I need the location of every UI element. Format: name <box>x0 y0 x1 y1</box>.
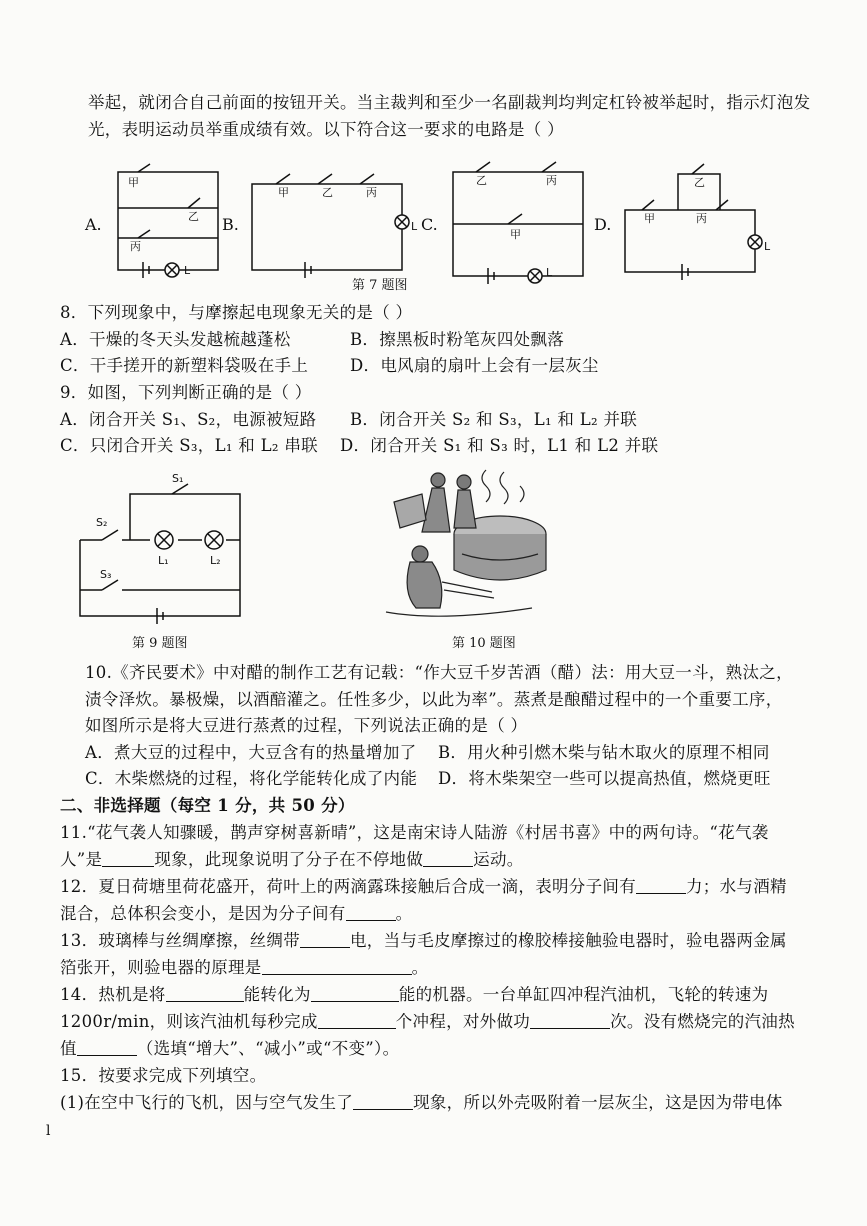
q12-line2 <box>60 903 412 925</box>
q9-option-d: D．闭合开关 S₁ 和 S₃ 时，L1 和 L2 并联 <box>340 436 659 455</box>
q9-option-b: B．闭合开关 S₂ 和 S₃，L₁ 和 L₂ 并联 <box>350 410 638 429</box>
a-label-bing: 丙 <box>130 240 141 253</box>
q9-option-c: C．只闭合开关 S₃，L₁ 和 L₂ 串联 <box>60 436 318 455</box>
q9-label-s2: S₂ <box>96 516 108 529</box>
c-label-l: L <box>546 266 553 279</box>
d-label-yi: 乙 <box>694 176 705 189</box>
q9-circuit-figure <box>72 468 262 628</box>
q7-option-b: B. <box>222 215 239 234</box>
q9-label-s1: S₁ <box>172 472 184 485</box>
q7-stem-line1: 举起，就闭合自己前面的按钮开关。当主裁判和至少一名副裁判均判定杠铃被举起时，指示灯泡发 <box>88 93 811 112</box>
q14-blank-1[interactable] <box>166 986 244 1002</box>
q14-text-h: （选填“增大”、“减小”或“不变”）。 <box>136 1039 400 1058</box>
q9-label-l2: L₂ <box>210 554 221 567</box>
section-2-title: 二、非选择题（每空 1 分，共 50 分） <box>60 796 355 815</box>
q14-blank-3[interactable] <box>318 1013 396 1029</box>
q14-line1 <box>60 984 768 1006</box>
q14-blank-5[interactable] <box>77 1040 137 1056</box>
q11-blank-1[interactable] <box>102 851 154 867</box>
a-label-l: L <box>184 264 191 277</box>
d-label-jia: 甲 <box>644 212 655 225</box>
q9-label-l1: L₁ <box>158 554 169 567</box>
q8-option-a: A．干燥的冬天头发越梳越蓬松 <box>60 330 291 349</box>
b-label-yi: 乙 <box>322 186 333 199</box>
b-label-jia: 甲 <box>278 186 289 199</box>
q15-text-b: 现象，所以外壳吸附着一层灰尘，这是因为带电体 <box>413 1093 783 1112</box>
q14-blank-2[interactable] <box>311 986 399 1002</box>
b-label-l: L <box>411 220 418 233</box>
q8-option-c: C．干手搓开的新塑料袋吸在手上 <box>60 356 309 375</box>
q14-text-b: 能转化为 <box>243 985 311 1004</box>
q12-blank-2[interactable] <box>346 905 396 921</box>
q13-text-b: 电，当与毛皮摩擦过的橡胶棒接触验电器时，验电器两金属 <box>350 931 787 950</box>
q13-line2 <box>60 957 428 979</box>
q15-line1 <box>60 1092 783 1114</box>
q8-option-d: D．电风扇的扇叶上会有一层灰尘 <box>350 356 599 375</box>
q14-text-c: 能的机器。一台单缸四冲程汽油机，飞轮的转速为 <box>398 985 769 1004</box>
q11-text-c: 运动。 <box>473 850 524 869</box>
q15-stem: 15．按要求完成下列填空。 <box>60 1066 267 1085</box>
c-label-yi: 乙 <box>476 174 487 187</box>
q11-blank-2[interactable] <box>423 851 473 867</box>
q10-illustration <box>382 462 572 632</box>
q14-text-d: 1200r/min，则该汽油机每秒完成 <box>60 1012 318 1031</box>
q15-text-a: (1)在空中飞行的飞机，因与空气发生了 <box>60 1093 354 1112</box>
q13-text-d: 。 <box>411 958 429 977</box>
q11-text-a: 人”是 <box>60 850 103 869</box>
q7-option-c: C. <box>421 215 438 234</box>
q9-option-a: A．闭合开关 S₁、S₂，电源被短路 <box>60 410 317 429</box>
q9-label-s3: S₃ <box>100 568 112 581</box>
d-label-l: L <box>764 240 771 253</box>
q8-option-b: B．擦黑板时粉笔灰四处飘落 <box>350 330 565 349</box>
q14-text-f: 次。没有燃烧完的汽油热 <box>610 1012 795 1031</box>
q13-text-c: 箔张开，则验电器的原理是 <box>60 958 262 977</box>
q14-blank-4[interactable] <box>530 1013 610 1029</box>
q10-option-a: A．煮大豆的过程中，大豆含有的热量增加了 <box>85 743 417 762</box>
q7-circuit-figures <box>80 150 860 290</box>
q10-option-d: D．将木柴架空一些可以提高热值，燃烧更旺 <box>438 769 771 788</box>
q12-text-b: 力；水与酒精 <box>686 877 787 896</box>
q11-text-b: 现象，此现象说明了分子在不停地做 <box>154 850 424 869</box>
q13-text-a: 13．玻璃棒与丝绸摩擦，丝绸带 <box>60 931 300 950</box>
q12-text-a: 12．夏日荷塘里荷花盛开，荷叶上的两滴露珠接触后合成一滴，表明分子间有 <box>60 877 636 896</box>
q10-stem-line2: 渍令泽炊。暴极燥，以酒醅灌之。任性多少，以此为率”。蒸煮是酿醋过程中的一个重要工序， <box>85 690 783 709</box>
circuit-c <box>453 162 583 284</box>
q14-text-e: 个冲程，对外做功 <box>395 1012 531 1031</box>
q12-line1 <box>60 876 787 898</box>
q12-text-d: 。 <box>395 904 413 923</box>
q7-figure-caption: 第 7 题图 <box>352 278 408 293</box>
d-label-bing: 丙 <box>696 212 707 225</box>
b-label-bing: 丙 <box>366 186 377 199</box>
q10-stem-line1: 10.《齐民要术》中对醋的制作工艺有记载：“作大豆千岁苦酒（醋）法：用大豆一斗，熟汰之， <box>85 663 793 682</box>
q10-stem-line3: 如图所示是将大豆进行蒸煮的过程，下列说法正确的是（ ） <box>85 716 528 735</box>
q10-option-b: B．用火种引燃木柴与钻木取火的原理不相同 <box>438 743 770 762</box>
q8-stem: 8．下列现象中，与摩擦起电现象无关的是（ ） <box>60 303 413 322</box>
q14-line3 <box>60 1038 399 1060</box>
q14-text-a: 14．热机是将 <box>60 985 166 1004</box>
a-label-yi: 乙 <box>188 210 199 223</box>
q15-blank-1[interactable] <box>353 1094 413 1110</box>
q10-option-c: C．木柴燃烧的过程，将化学能转化成了内能 <box>85 769 418 788</box>
q9-stem: 9．如图，下列判断正确的是（ ） <box>60 383 312 402</box>
q13-blank-1[interactable] <box>300 932 350 948</box>
q7-option-d: D. <box>594 215 612 234</box>
q12-text-c: 混合，总体积会变小，是因为分子间有 <box>60 904 346 923</box>
q14-line2 <box>60 1011 795 1033</box>
q7-stem-line2: 光，表明运动员举重成绩有效。以下符合这一要求的电路是（ ） <box>88 120 564 139</box>
c-label-jia: 甲 <box>510 228 521 241</box>
a-label-jia: 甲 <box>128 176 139 189</box>
q11-line1: 11.“花气袭人知骤暖，鹊声穿树喜新晴”，这是南宋诗人陆游《村居书喜》中的两句诗。“花气袭 <box>60 823 769 842</box>
q9-figure-caption: 第 9 题图 <box>132 636 188 651</box>
c-label-bing: 丙 <box>546 174 557 187</box>
footer-mark: l <box>46 1123 51 1139</box>
q7-option-a: A. <box>85 215 102 234</box>
q12-blank-1[interactable] <box>636 878 686 894</box>
q13-blank-2[interactable] <box>262 959 412 975</box>
q13-line1 <box>60 930 787 952</box>
q14-text-g: 值 <box>60 1039 77 1058</box>
q10-figure-caption: 第 10 题图 <box>452 636 516 651</box>
q11-line2 <box>60 849 524 871</box>
